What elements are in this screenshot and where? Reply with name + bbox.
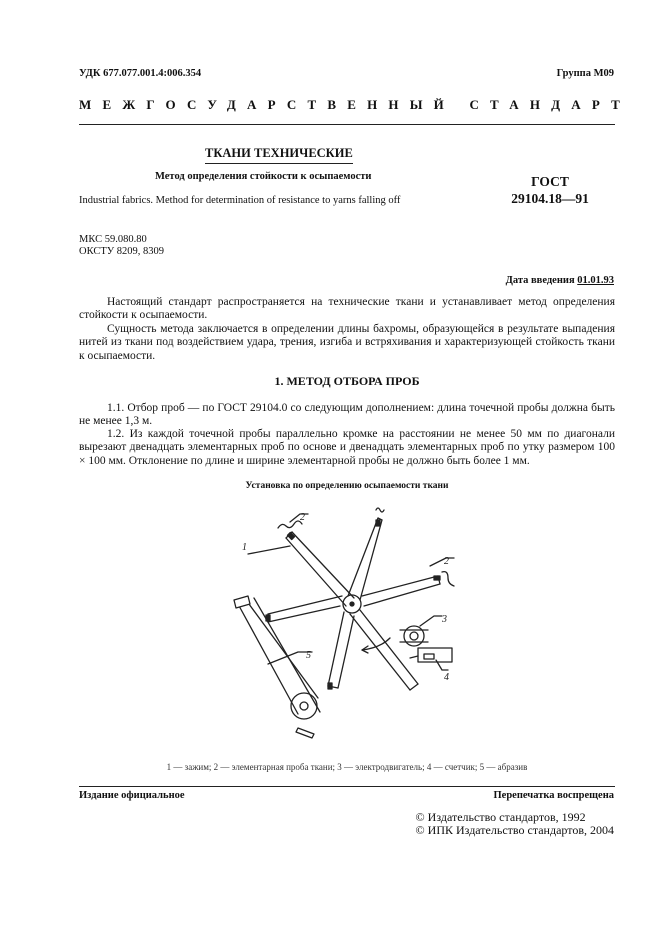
figure-title: Установка по определению осыпаемости ткани: [245, 481, 449, 491]
udk-code: УДК 677.077.001.4:006.354: [79, 68, 202, 79]
section-heading: 1. МЕТОД ОТБОРА ПРОБ: [274, 374, 420, 388]
mks-code: МКС 59.080.80: [79, 234, 147, 245]
interstate-standard-heading: МЕЖГОСУДАРСТВЕННЫЙ СТАНДАРТ: [79, 97, 632, 112]
classification-codes: [79, 234, 164, 258]
label-2-right: 2: [444, 556, 449, 567]
arm-up: [348, 518, 382, 600]
label-3: 3: [442, 614, 447, 625]
gost-number: [500, 173, 600, 207]
okstu-code: ОКСТУ 8209, 8309: [79, 246, 165, 257]
arm-upper-left: [286, 532, 354, 606]
label-1: 1: [242, 542, 247, 553]
arm-lower-right: [350, 610, 418, 690]
arm-down: [328, 612, 354, 688]
label-4: 4: [444, 672, 449, 683]
gost-label: ГОСТ: [531, 174, 569, 189]
counter: [410, 648, 452, 662]
copyright-1992: © Издательство стандартов, 1992: [415, 810, 586, 824]
effective-date-value: 01.01.93: [577, 275, 614, 286]
abrasive-belt: [234, 596, 320, 738]
effective-date-label: Дата введения: [505, 275, 575, 286]
document-title: ТКАНИ ТЕХНИЧЕСКИЕ: [205, 146, 353, 160]
footer-rule: [79, 786, 615, 787]
copyright-block: [416, 811, 614, 837]
arm-right: [362, 576, 440, 606]
group-code: Группа М09: [556, 68, 614, 79]
english-title: Industrial fabrics. Method for determination of resistance to yarns falling off: [79, 195, 401, 206]
document-subtitle: Метод определения стойкости к осыпаемости: [155, 171, 372, 182]
effective-date: [506, 275, 614, 286]
figure-caption: 1 — зажим; 2 — элементарная проба ткани; 3 — электродвигатель; 4 — счетчик; 5 — абразив: [166, 762, 528, 772]
motor: [400, 626, 428, 646]
official-edition: Издание официальное: [79, 790, 185, 801]
apparatus-diagram: [220, 500, 480, 750]
paragraph-essence: Сущность метода заключается в определении длины бахромы, образующейся в результате выпадения нитей из ткани под воздействием удара, трения, изгиба и встряхивания и характеризующей стойкость ткани к осыпаемости.: [79, 323, 615, 362]
paragraph-1-1: 1.1. Отбор проб — по ГОСТ 29104.0 со следующим дополнением: длина точечной пробы должна быть не менее 1,3 м.: [79, 402, 615, 428]
paragraph-scope: Настоящий стандарт распространяется на технические ткани и устанавливает метод определения стойкости к осыпаемости.: [79, 296, 615, 322]
reprint-prohibited: Перепечатка воспрещена: [493, 790, 614, 801]
label-2-top: 2: [300, 512, 305, 523]
gost-code: 29104.18—91: [511, 191, 589, 206]
arm-left: [268, 596, 342, 622]
copyright-2004: © ИПК Издательство стандартов, 2004: [415, 823, 614, 837]
paragraph-1-2: 1.2. Из каждой точечной пробы параллельно кромке на расстоянии не менее 50 мм по диагонали вырезают двенадцать элементарных проб по основе и двенадцать элементарных проб по утку размером 100 × 100 мм. Отклонение по длине и ширине элементарной пробы не должно быть более 1 мм.: [79, 428, 615, 467]
label-5: 5: [306, 650, 311, 661]
title-underline: [205, 163, 353, 164]
header-rule: [79, 124, 615, 125]
